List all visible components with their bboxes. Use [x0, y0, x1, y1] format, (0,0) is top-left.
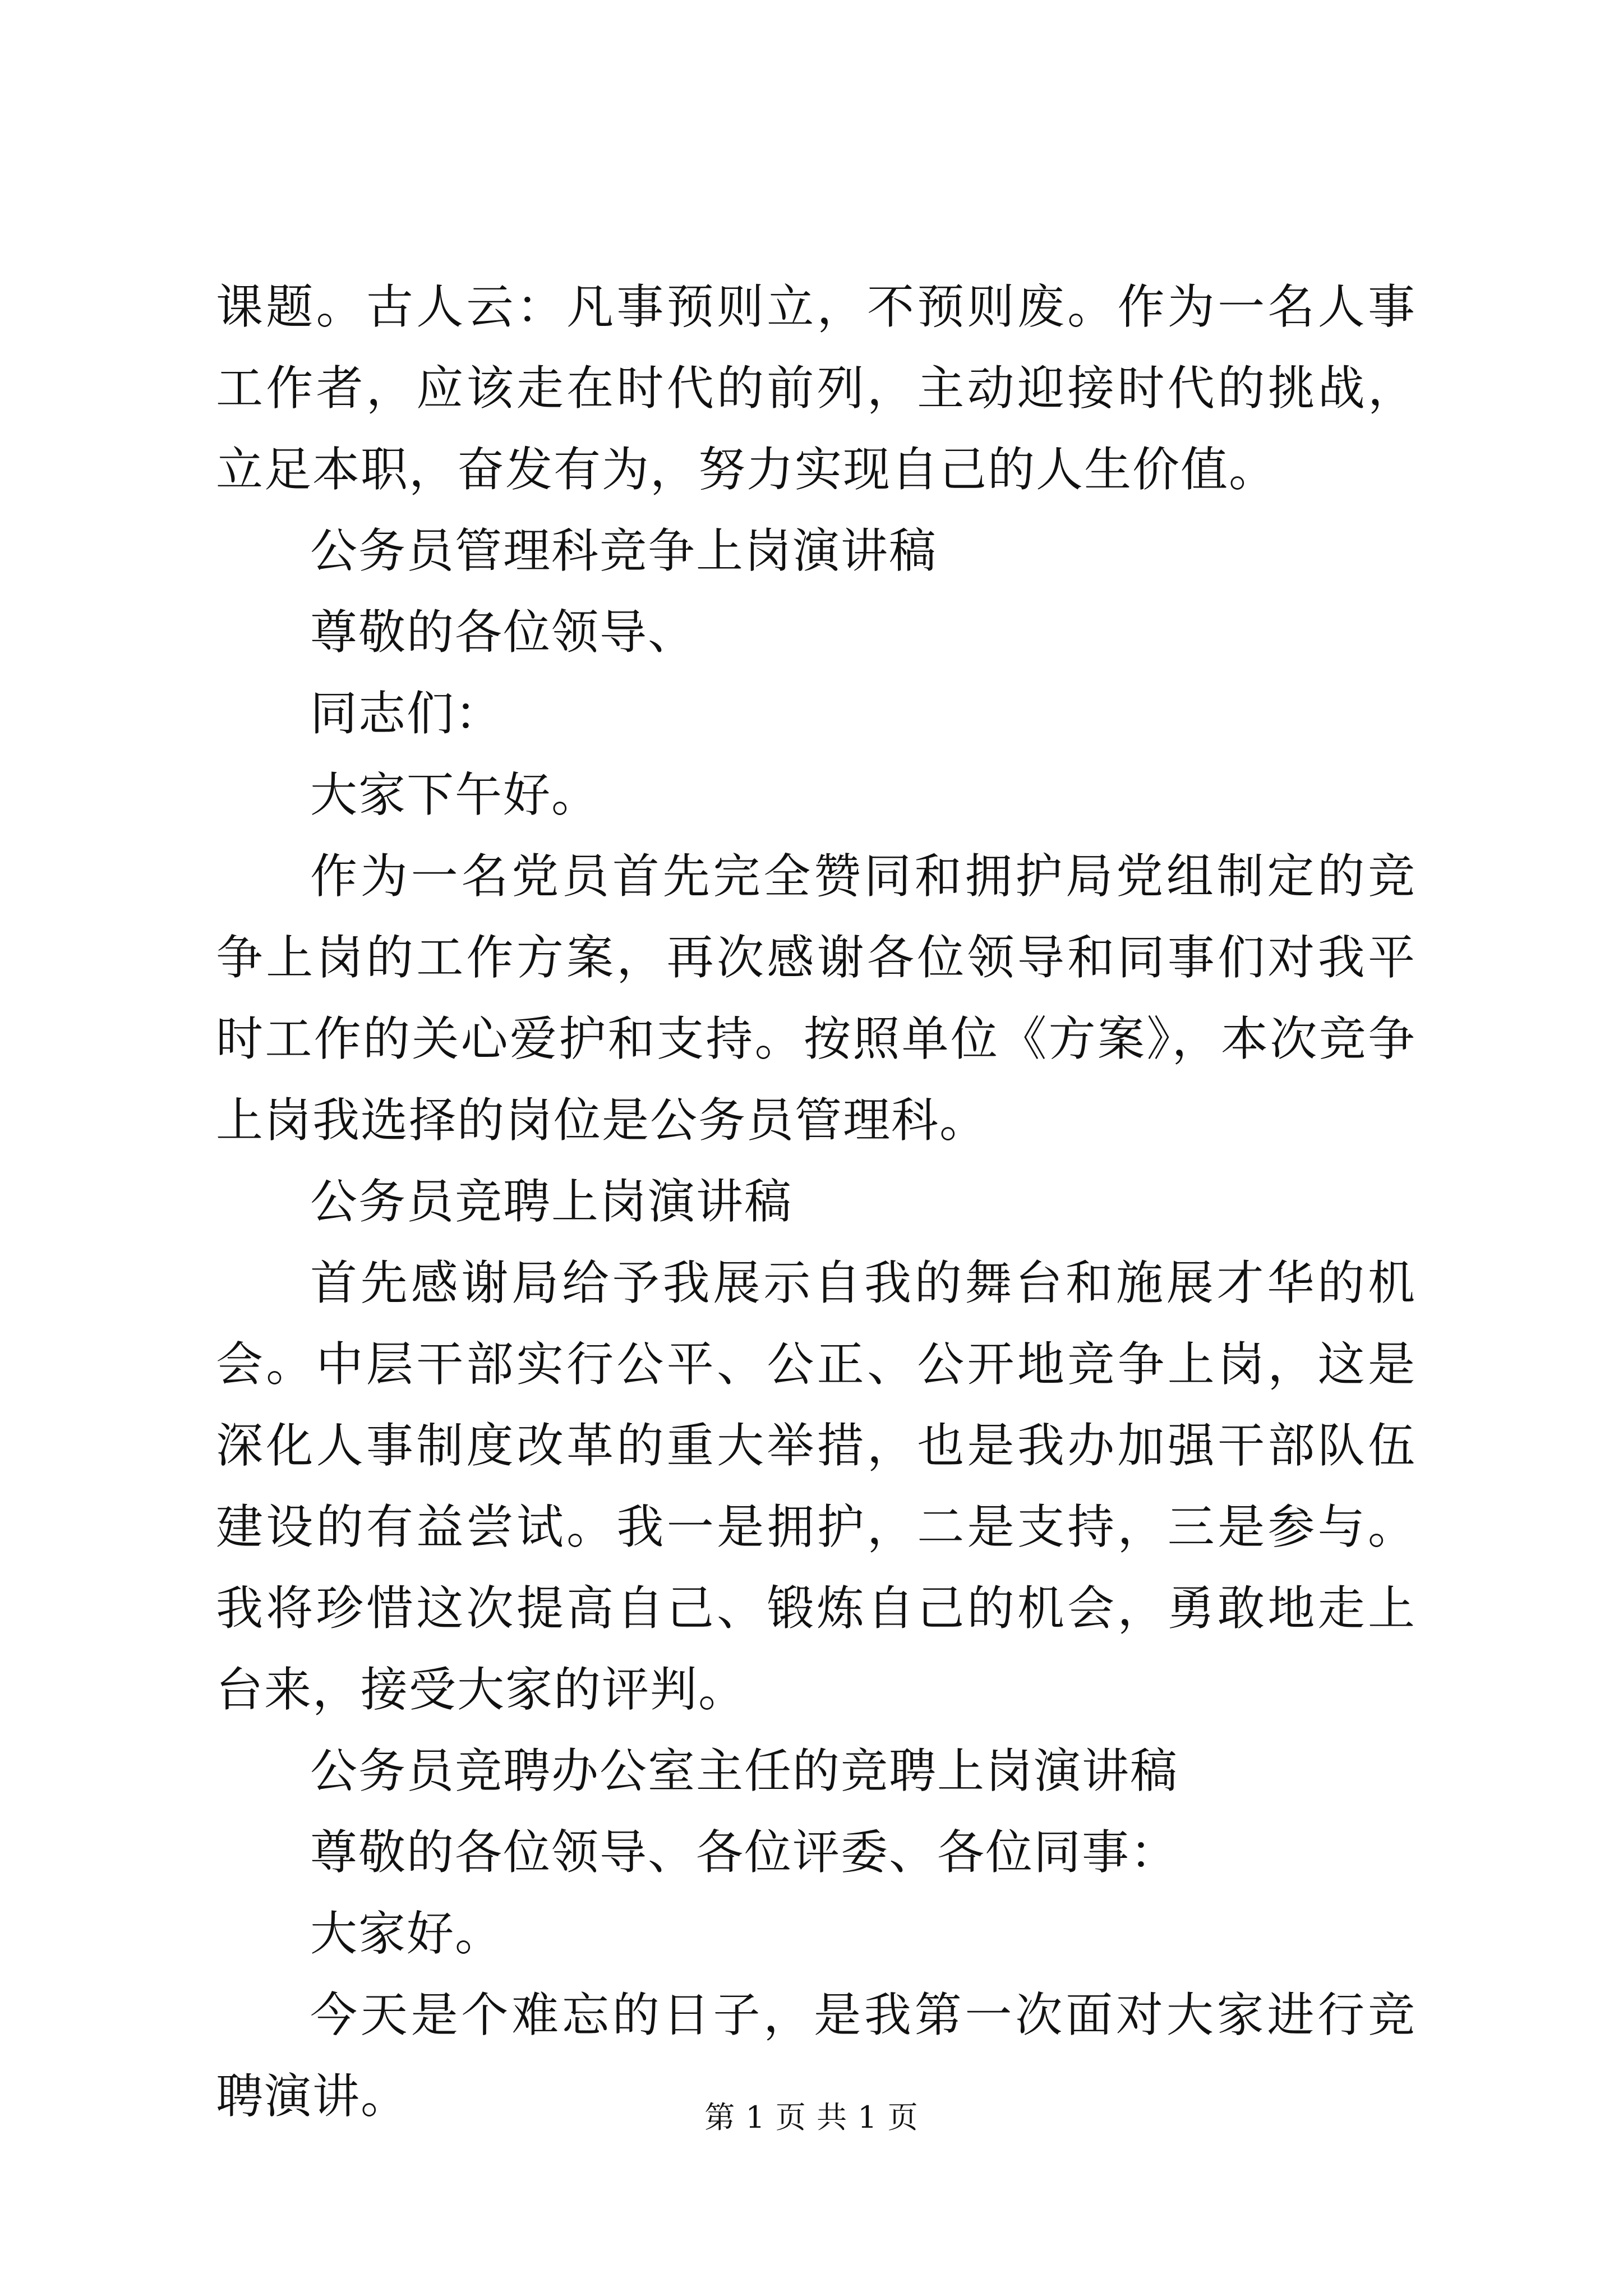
- salutation-comrades: 同志们：: [310, 686, 504, 741]
- page-number-footer: 第 1 页 共 1 页: [704, 2100, 919, 2135]
- greeting-afternoon: 大家下午好。: [310, 767, 600, 822]
- paragraph-memorable-day: 今天是个难忘的日子，是我第一次面对大家进行竞聘演讲。: [216, 1987, 1416, 2124]
- paragraph-continuation: 课题。古人云：凡事预则立，不预则废。作为一名人事工作者，应该走在时代的前列，主动迎接时代的挑战，立足本职，奋发有为，努力实现自己的人生价值。: [216, 279, 1416, 497]
- salutation-leaders: 尊敬的各位领导、: [310, 605, 697, 660]
- paragraph-party-member: 作为一名党员首先完全赞同和拥护局党组制定的竞争上岗的工作方案，再次感谢各位领导和同事们对我平时工作的关心爱护和支持。按照单位《方案》，本次竞争上岗我选择的岗位是公务员管理科。: [216, 849, 1416, 1148]
- heading-management-speech: 公务员管理科竞争上岗演讲稿: [310, 523, 938, 578]
- heading-competition-speech: 公务员竞聘上岗演讲稿: [310, 1174, 793, 1229]
- greeting-hello: 大家好。: [310, 1906, 504, 1961]
- salutation-judges: 尊敬的各位领导、各位评委、各位同事：: [310, 1825, 1179, 1880]
- document-body: [216, 266, 1416, 2137]
- heading-office-director-speech: 公务员竞聘办公室主任的竞聘上岗演讲稿: [310, 1743, 1179, 1798]
- paragraph-thanks-bureau: 首先感谢局给予我展示自我的舞台和施展才华的机会。中层干部实行公平、公正、公开地竞争上岗，这是深化人事制度改革的重大举措，也是我办加强干部队伍建设的有益尝试。我一是拥护，二是支持，三是参与。我将珍惜这次提高自己、锻炼自己的机会，勇敢地走上台来，接受大家的评判。: [216, 1255, 1416, 1717]
